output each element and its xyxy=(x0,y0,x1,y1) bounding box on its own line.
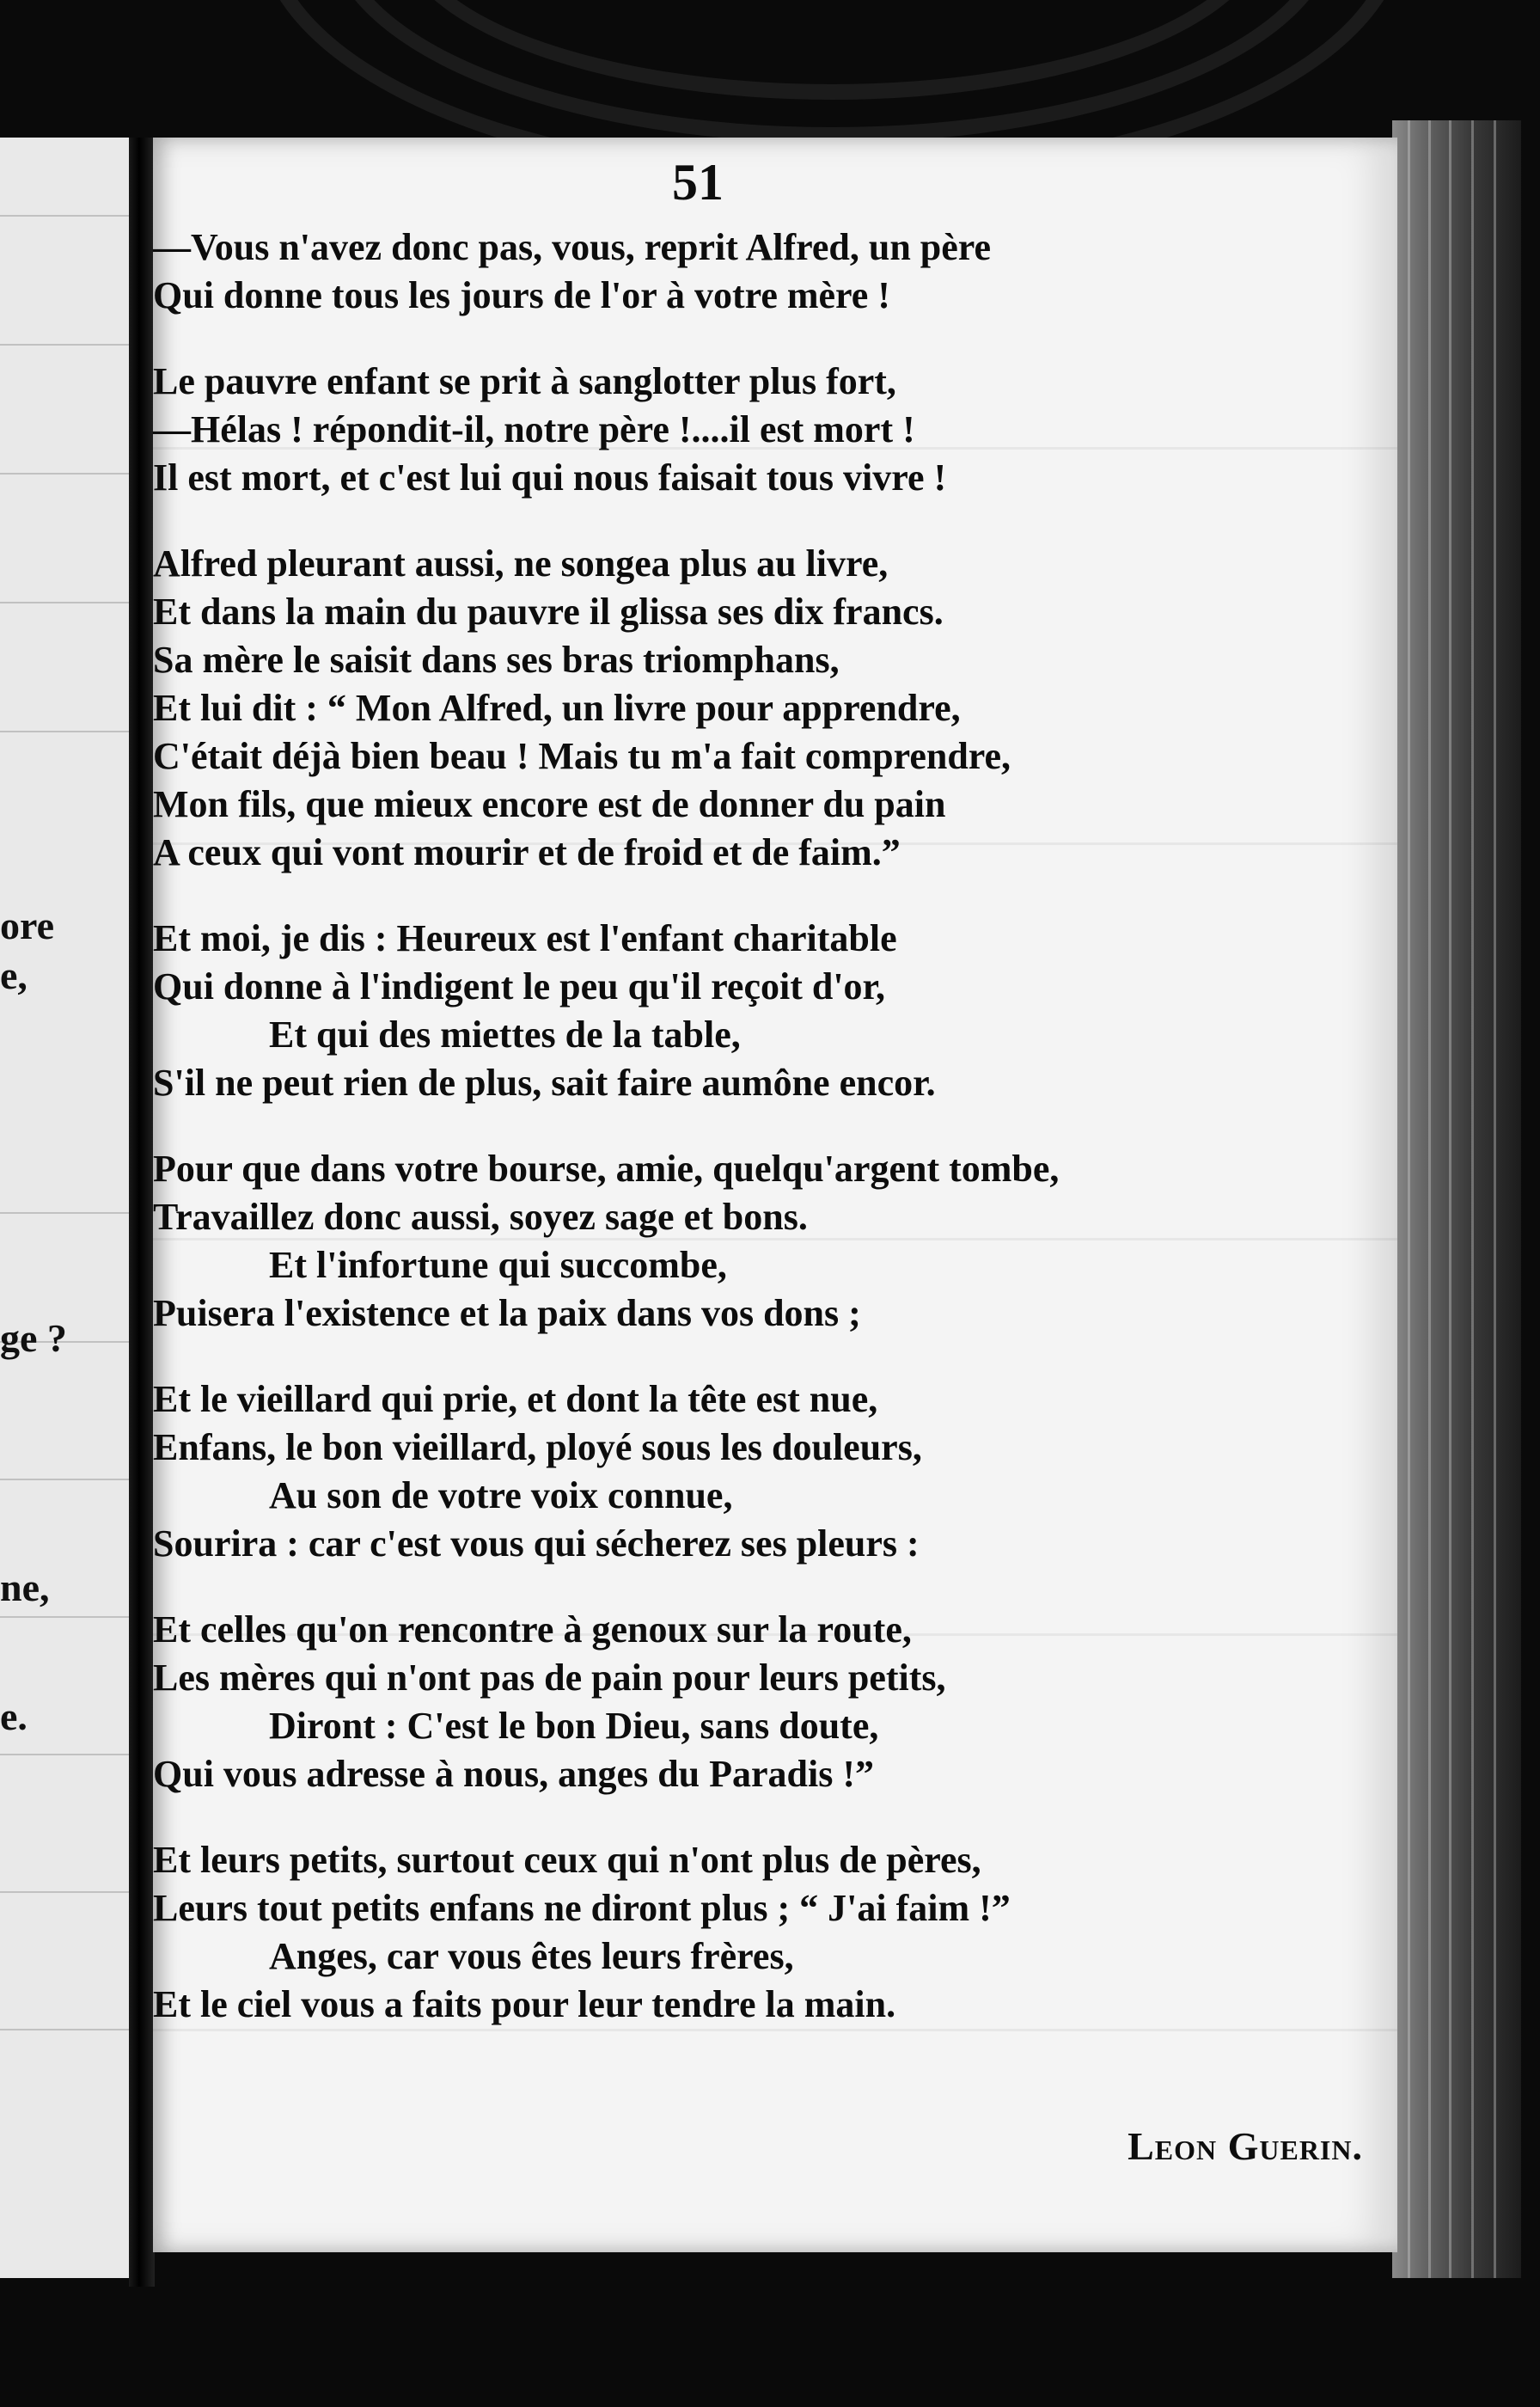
poem xyxy=(153,224,1382,2067)
poem-line: C'était déjà bien beau ! Mais tu m'a fait comprendre, xyxy=(153,735,1011,777)
left-page-fragment: ore xyxy=(0,903,55,947)
page-edges xyxy=(1392,120,1521,2278)
poem-stanza xyxy=(153,224,1382,320)
left-page-fragment: ge ? xyxy=(0,1316,67,1360)
left-facing-page xyxy=(0,138,129,2278)
poem-line: Qui donne à l'indigent le peu qu'il reçoit d'or, xyxy=(153,965,886,1008)
poem-stanza xyxy=(153,358,1382,502)
poem-line: S'il ne peut rien de plus, sait faire aumône encor. xyxy=(153,1062,936,1104)
poem-line: Et le vieillard qui prie, et dont la tête est nue, xyxy=(153,1378,878,1420)
poem-stanza xyxy=(153,1375,1382,1568)
poem-line: Travaillez donc aussi, soyez sage et bons. xyxy=(153,1196,808,1238)
author-signature: Leon Guerin. xyxy=(1128,2124,1363,2168)
poem-line: Qui donne tous les jours de l'or à votre mère ! xyxy=(153,274,890,316)
poem-line: Sa mère le saisit dans ses bras triomphans, xyxy=(153,639,840,681)
poem-line: —Vous n'avez donc pas, vous, reprit Alfred, un père xyxy=(153,226,992,268)
left-page-fragment: e, xyxy=(0,953,28,997)
poem-line: Mon fils, que mieux encore est de donner du pain xyxy=(153,783,946,825)
poem-line: Et leurs petits, surtout ceux qui n'ont plus de pères, xyxy=(153,1839,981,1881)
poem-line: Enfans, le bon vieillard, ployé sous les douleurs, xyxy=(153,1426,922,1468)
poem-line: Il est mort, et c'est lui qui nous faisait tous vivre ! xyxy=(153,456,947,499)
poem-line: Et l'infortune qui succombe, xyxy=(269,1244,727,1286)
poem-line: Pour que dans votre bourse, amie, quelqu'argent tombe, xyxy=(153,1148,1060,1190)
page-number: 51 xyxy=(672,154,724,211)
poem-line: Sourira : car c'est vous qui sécherez ses pleurs : xyxy=(153,1522,920,1565)
poem-stanza xyxy=(153,915,1382,1107)
poem-stanza xyxy=(153,1145,1382,1338)
poem-line: —Hélas ! répondit-il, notre père !....il est mort ! xyxy=(153,408,915,450)
poem-line: Et lui dit : “ Mon Alfred, un livre pour apprendre, xyxy=(153,687,961,729)
poem-line: Et qui des miettes de la table, xyxy=(269,1014,741,1056)
poem-line: Les mères qui n'ont pas de pain pour leurs petits, xyxy=(153,1657,946,1699)
poem-line: Et le ciel vous a faits pour leur tendre la main. xyxy=(153,1983,896,2025)
poem-line: Diront : C'est le bon Dieu, sans doute, xyxy=(269,1705,879,1747)
poem-line: Et dans la main du pauvre il glissa ses dix francs. xyxy=(153,591,944,633)
poem-stanza xyxy=(153,1606,1382,1798)
left-page-fragment: ne, xyxy=(0,1565,50,1609)
book-gutter xyxy=(129,138,155,2287)
poem-line: Qui vous adresse à nous, anges du Paradis !” xyxy=(153,1753,875,1795)
poem-line: Et moi, je dis : Heureux est l'enfant charitable xyxy=(153,917,897,959)
book-page xyxy=(153,138,1397,2252)
poem-line: Et celles qu'on rencontre à genoux sur la route, xyxy=(153,1608,912,1651)
poem-line: Le pauvre enfant se prit à sanglotter plus fort, xyxy=(153,360,896,402)
poem-line: Anges, car vous êtes leurs frères, xyxy=(269,1935,794,1977)
poem-line: A ceux qui vont mourir et de froid et de faim.” xyxy=(153,831,901,873)
poem-stanza xyxy=(153,1836,1382,2029)
poem-line: Alfred pleurant aussi, ne songea plus au livre, xyxy=(153,542,889,585)
poem-line: Leurs tout petits enfans ne diront plus ; “ J'ai faim !” xyxy=(153,1887,1011,1929)
poem-stanza xyxy=(153,540,1382,877)
left-page-fragment: e. xyxy=(0,1694,28,1738)
poem-line: Au son de votre voix connue, xyxy=(269,1474,733,1516)
poem-line: Puisera l'existence et la paix dans vos dons ; xyxy=(153,1292,861,1334)
